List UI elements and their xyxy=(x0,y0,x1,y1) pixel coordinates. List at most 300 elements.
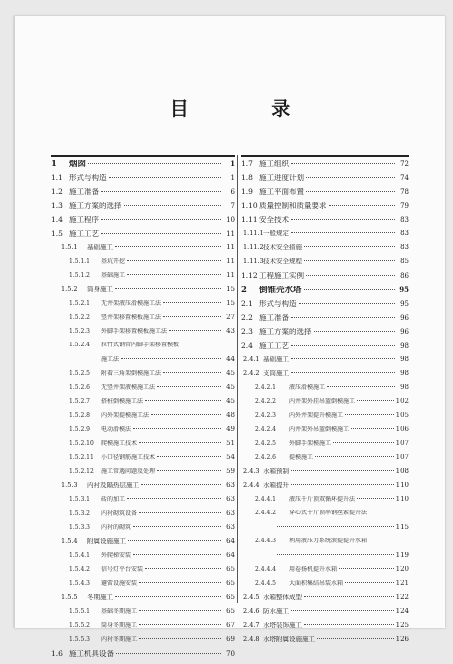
toc-leader-dots xyxy=(306,191,395,192)
toc-entry-title: 冬期施工 xyxy=(87,594,113,601)
toc-entry xyxy=(51,482,235,496)
toc-entry xyxy=(241,426,409,440)
toc-entry-number: 2.4.2.6 xyxy=(255,454,276,461)
toc-entry xyxy=(51,580,235,594)
toc-entry-number: 1.5.2.12 xyxy=(69,468,94,475)
toc-entry-number: 1.11.2 xyxy=(243,244,264,251)
toc-entry-number: 1.5.1.2 xyxy=(69,272,90,279)
toc-entry-number: 1.6 xyxy=(51,650,63,658)
toc-entry-title: 筒身冬期施工 xyxy=(101,622,138,629)
toc-entry-number: 1.11.3 xyxy=(243,258,264,265)
toc-entry xyxy=(51,412,235,426)
toc-entry xyxy=(241,538,409,552)
toc-entry xyxy=(241,188,409,202)
toc-entry-title: 水箱整体成型 xyxy=(263,594,302,601)
toc-entry-number: 1.5.5.1 xyxy=(69,608,90,615)
toc-leader-dots xyxy=(157,470,221,471)
toc-entry xyxy=(241,398,409,412)
toc-entry-page: 63 xyxy=(226,524,235,531)
toc-leader-dots xyxy=(304,596,394,597)
toc-entry-number: 1.5.4 xyxy=(61,538,78,545)
toc-entry xyxy=(51,300,235,314)
toc-entry-page: 69 xyxy=(226,636,235,643)
toc-entry-number: 1.5.4.1 xyxy=(69,552,90,559)
toc-entry-page: 11 xyxy=(226,244,235,251)
toc-leader-dots xyxy=(88,163,221,164)
toc-entry xyxy=(241,440,409,454)
toc-entry-page: 54 xyxy=(226,454,235,461)
toc-leader-dots xyxy=(101,219,221,220)
toc-entry-number: 1.7 xyxy=(241,160,253,168)
toc-entry xyxy=(241,524,409,538)
toc-entry-number: 1.11 xyxy=(241,216,258,224)
toc-entry-title: 施工法 xyxy=(101,356,120,363)
toc-entry-title: 水箱预制 xyxy=(263,468,289,475)
toc-entry xyxy=(51,314,235,328)
toc-entry-number: 1.5.1.1 xyxy=(69,258,90,265)
toc-leader-dots xyxy=(306,177,395,178)
toc-entry xyxy=(51,202,235,216)
toc-entry xyxy=(51,188,235,202)
toc-entry-page: 11 xyxy=(226,230,235,238)
toc-leader-dots xyxy=(163,372,221,373)
toc-entry-title: 内衬的砌筑 xyxy=(101,524,132,531)
toc-entry xyxy=(51,622,235,636)
toc-entry xyxy=(51,370,235,384)
toc-entry-number: 2.4.4.3 xyxy=(255,538,276,544)
toc-leader-dots xyxy=(304,246,395,247)
toc-leader-dots xyxy=(317,638,394,639)
toc-entry-title: 施工方案的选择 xyxy=(259,328,312,336)
toc-leader-dots xyxy=(314,331,396,332)
toc-leader-dots xyxy=(133,526,221,527)
toc-entry-title: 施工程序 xyxy=(69,216,99,224)
toc-leader-dots xyxy=(121,358,221,359)
toc-entry xyxy=(241,356,409,370)
toc-entry-number: 1.1 xyxy=(51,174,63,182)
toc-entry-page: 98 xyxy=(400,384,409,391)
toc-leader-dots xyxy=(127,274,221,275)
toc-entry-page: 11 xyxy=(226,258,235,265)
toc-entry-page: 59 xyxy=(226,468,235,475)
toc-entry xyxy=(51,496,235,510)
toc-entry-number: 2.3 xyxy=(241,328,253,336)
toc-entry-number: 1.2 xyxy=(51,188,63,196)
toc-entry-number: 1 xyxy=(51,160,57,169)
toc-leader-dots xyxy=(127,260,221,261)
toc-entry-title: 筒身施工 xyxy=(87,286,113,293)
toc-entry-number: 2.4.4 xyxy=(243,482,260,489)
toc-entry-title: 基础施工 xyxy=(87,244,113,251)
toc-entry-title: 拉竹式钢管内脚手架移置模板 xyxy=(101,342,180,348)
toc-entry-page: 83 xyxy=(400,216,409,224)
toc-entry-page: 64 xyxy=(226,552,235,559)
toc-entry xyxy=(241,384,409,398)
toc-entry-title: 施工机具设备 xyxy=(69,650,114,658)
toc-entry-page: 51 xyxy=(226,440,235,447)
toc-entry xyxy=(241,496,409,510)
toc-entry-number: 1.5.2 xyxy=(61,286,78,293)
toc-entry-page: 67 xyxy=(226,622,235,629)
toc-entry-title: 技术安全规程 xyxy=(263,258,302,265)
toc-entry xyxy=(51,174,235,188)
toc-entry-page: 27 xyxy=(226,314,235,321)
toc-leader-dots xyxy=(291,484,394,485)
toc-entry-title: 基础冬期施工 xyxy=(101,608,138,615)
toc-entry xyxy=(241,272,409,286)
toc-leader-dots xyxy=(163,302,221,303)
toc-entry-page: 70 xyxy=(226,650,235,658)
toc-entry-title: 外脚手架移置模板施工法 xyxy=(101,328,168,335)
toc-entry-page: 121 xyxy=(395,580,409,587)
toc-entry xyxy=(51,272,235,286)
toc-entry-page: 15 xyxy=(226,300,235,307)
toc-leader-dots xyxy=(101,191,221,192)
toc-entry-page: 107 xyxy=(395,440,409,447)
toc-entry xyxy=(51,524,235,538)
toc-entry xyxy=(51,398,235,412)
toc-entry xyxy=(241,566,409,580)
toc-entry-title: 水塔装饰施工 xyxy=(263,622,302,629)
toc-entry xyxy=(51,384,235,398)
toc-leader-dots xyxy=(157,386,221,387)
header-rule-left xyxy=(51,155,235,157)
column-divider xyxy=(237,155,238,603)
toc-leader-dots xyxy=(151,414,221,415)
toc-leader-dots xyxy=(139,582,221,583)
toc-leader-dots xyxy=(139,442,221,443)
toc-entry xyxy=(51,160,235,174)
toc-entry-page: 115 xyxy=(395,524,409,531)
toc-entry-title: 内衬砌筑设备 xyxy=(101,510,138,517)
toc-entry-number: 2.4.2.4 xyxy=(255,426,276,433)
toc-leader-dots xyxy=(115,596,221,597)
toc-entry-page: 108 xyxy=(395,468,409,475)
toc-leader-dots xyxy=(115,246,221,247)
toc-entry-number: 2.4.2 xyxy=(243,370,260,377)
toc-entry-title: 附属设施施工 xyxy=(87,538,126,545)
toc-entry-title: 施工工艺 xyxy=(69,230,99,238)
toc-entry-title: 内衬冬期施工 xyxy=(101,636,138,643)
toc-leader-dots xyxy=(327,386,395,387)
toc-entry xyxy=(51,342,235,356)
toc-entry xyxy=(51,552,235,566)
toc-leader-dots xyxy=(291,358,395,359)
toc-entry-number: 1.5.2.3 xyxy=(69,328,90,335)
toc-entry-number: 2.4.2.5 xyxy=(255,440,276,447)
toc-entry-title: 提模施工 xyxy=(289,454,314,461)
toc-entry-title: 内外架提模施工法 xyxy=(101,412,150,419)
toc-entry-page: 102 xyxy=(395,398,409,405)
toc-entry-number: 1.5.3.2 xyxy=(69,510,90,517)
toc-leader-dots xyxy=(351,428,394,429)
toc-entry xyxy=(241,370,409,384)
toc-entry-number: 1.5.2.8 xyxy=(69,412,90,419)
toc-entry-page: 105 xyxy=(395,412,409,419)
toc-leader-dots xyxy=(133,554,221,555)
toc-entry-number: 1.5.5 xyxy=(61,594,78,601)
toc-entry xyxy=(51,356,235,370)
toc-entry-title: 施工组织 xyxy=(259,160,289,168)
toc-entry-number: 1.5 xyxy=(51,230,63,238)
toc-entry xyxy=(51,426,235,440)
toc-leader-dots xyxy=(139,638,221,639)
toc-entry-page: 107 xyxy=(395,454,409,461)
toc-entry xyxy=(241,230,409,244)
toc-leader-dots xyxy=(333,442,394,443)
toc-entry xyxy=(241,328,409,342)
toc-entry-number: 1.11.1 xyxy=(243,230,264,237)
toc-entry-number: 1.5.2.7 xyxy=(69,398,90,405)
toc-entry-title: 基础施工 xyxy=(101,272,126,279)
toc-entry-number: 2.4 xyxy=(241,342,253,350)
toc-leader-dots xyxy=(304,289,395,290)
toc-leader-dots xyxy=(141,484,221,485)
toc-entry-title: 基坑开挖 xyxy=(101,258,126,265)
toc-entry-number: 1.5.3 xyxy=(61,482,78,489)
toc-entry-title: 内外井架提升模施工 xyxy=(289,412,344,419)
toc-entry-number: 2.4.6 xyxy=(243,608,260,615)
toc-entry xyxy=(51,650,235,664)
toc-entry-title: 基础施工 xyxy=(263,356,289,363)
toc-entry xyxy=(241,510,409,524)
toc-entry xyxy=(241,412,409,426)
toc-entry xyxy=(51,230,235,244)
toc-entry-number: 2.4.4.5 xyxy=(255,580,276,587)
toc-entry-number: 1.5.2.11 xyxy=(69,454,94,461)
toc-entry-number: 1.5.2.1 xyxy=(69,300,90,307)
toc-entry-page: 65 xyxy=(226,608,235,615)
toc-leader-dots xyxy=(139,512,221,513)
toc-entry xyxy=(241,468,409,482)
toc-entry-page: 44 xyxy=(226,356,235,363)
toc-leader-dots xyxy=(139,624,221,625)
toc-leader-dots xyxy=(157,456,221,457)
toc-leader-dots xyxy=(291,372,395,373)
toc-entry-page: 98 xyxy=(400,356,409,363)
toc-entry-title: 内井架外吊篮倒模施工 xyxy=(289,426,350,433)
toc-entry xyxy=(51,538,235,552)
toc-entry-title: 施工准备 xyxy=(259,314,289,322)
toc-leader-dots xyxy=(291,163,395,164)
toc-leader-dots xyxy=(357,400,394,401)
toc-entry-page: 65 xyxy=(226,566,235,573)
toc-entry-title: 无竖井架液模施工法 xyxy=(101,384,156,391)
toc-entry-number: 1.12 xyxy=(241,272,258,280)
toc-entry-number: 2.4.8 xyxy=(243,636,260,643)
toc-entry-title: 施工准备 xyxy=(69,188,99,196)
toc-entry-page: 95 xyxy=(399,286,409,294)
toc-entry xyxy=(241,636,409,650)
toc-entry xyxy=(241,202,409,216)
toc-entry-number: 2.4.4.2 xyxy=(255,510,276,516)
toc-entry-page: 78 xyxy=(400,188,409,196)
toc-leader-dots xyxy=(145,568,221,569)
toc-entry-page: 110 xyxy=(395,482,409,489)
toc-leader-dots xyxy=(128,540,221,541)
toc-entry-number: 1.5.5.2 xyxy=(69,622,90,629)
toc-entry xyxy=(241,174,409,188)
toc-entry xyxy=(241,454,409,468)
toc-entry-page: 122 xyxy=(395,594,409,601)
toc-entry-page: 106 xyxy=(395,426,409,433)
toc-leader-dots xyxy=(299,303,396,304)
toc-entry-title: 信号灯平台安装 xyxy=(101,566,144,573)
toc-entry xyxy=(241,244,409,258)
toc-entry xyxy=(241,314,409,328)
toc-leader-dots xyxy=(139,610,221,611)
toc-entry-page: 98 xyxy=(400,370,409,377)
toc-entry-page: 96 xyxy=(400,328,409,336)
toc-entry-page: 98 xyxy=(400,342,409,350)
toc-entry xyxy=(241,216,409,230)
toc-entry-number: 1.5.2.9 xyxy=(69,426,90,433)
toc-leader-dots xyxy=(329,205,396,206)
toc-entry-page: 124 xyxy=(395,608,409,615)
toc-leader-dots xyxy=(145,400,221,401)
toc-entry-number: 1.5.3.1 xyxy=(69,496,90,503)
toc-leader-dots xyxy=(277,526,394,527)
toc-leader-dots xyxy=(315,456,394,457)
toc-entry-number: 2.4.4.4 xyxy=(255,566,276,573)
toc-entry-number: 1.5.4.2 xyxy=(69,566,90,573)
toc-leader-dots xyxy=(304,624,394,625)
toc-entry-title: 形式与构造 xyxy=(69,174,107,182)
toc-leader-dots xyxy=(109,177,222,178)
toc-entry xyxy=(51,440,235,454)
toc-entry-page: 110 xyxy=(395,496,409,503)
toc-entry-page: 72 xyxy=(400,160,409,168)
toc-entry-number: 2.4.3 xyxy=(243,468,260,475)
toc-entry-title: 用卷扬机提升水箱 xyxy=(289,566,338,573)
toc-entry-title: 技术安全措施 xyxy=(263,244,302,251)
toc-entry-number: 1.8 xyxy=(241,174,253,182)
toc-entry-title: 防水施工 xyxy=(263,608,289,615)
toc-leader-dots xyxy=(339,568,394,569)
toc-entry-title: 大面积集结吊装水箱 xyxy=(289,580,344,587)
toc-entry xyxy=(241,594,409,608)
toc-entry xyxy=(241,342,409,356)
toc-entry-number: 1.4 xyxy=(51,216,63,224)
toc-entry-number: 1.5.2.2 xyxy=(69,314,90,321)
toc-entry-number: 2.4.5 xyxy=(243,594,260,601)
toc-entry xyxy=(241,622,409,636)
toc-entry-title: 倒锥壳水塔 xyxy=(259,286,302,295)
toc-leader-dots xyxy=(133,428,221,429)
toc-entry-number: 1.3 xyxy=(51,202,63,210)
toc-entry-page: 10 xyxy=(226,216,235,224)
toc-entry-page: 126 xyxy=(395,636,409,643)
toc-entry-number: 2.4.7 xyxy=(243,622,260,629)
toc-entry-title: 工程施工实例 xyxy=(259,272,304,280)
toc-entry-page: 85 xyxy=(400,258,409,265)
toc-entry-number: 1.5.5.3 xyxy=(69,636,90,643)
toc-leader-dots xyxy=(277,554,394,555)
toc-entry-number: 2.4.4.1 xyxy=(255,496,276,503)
toc-entry-title: 内衬及隔热层施工 xyxy=(87,482,139,489)
toc-leader-dots xyxy=(169,330,221,331)
toc-entry-title: 液压滑模施工 xyxy=(289,384,326,391)
toc-entry xyxy=(241,300,409,314)
toc-entry-title: 附着三角架倒模施工法 xyxy=(101,370,162,377)
toc-entry-title: 砖的加工 xyxy=(101,496,126,503)
toc-entry-page: 125 xyxy=(395,622,409,629)
toc-entry xyxy=(241,580,409,594)
toc-entry-title: 电动滑模法 xyxy=(101,426,132,433)
toc-entry-number: 1.5.3.3 xyxy=(69,524,90,531)
toc-entry-page: 45 xyxy=(226,370,235,377)
toc-entry xyxy=(51,566,235,580)
toc-entry-title: 小口径钢筋施工技术 xyxy=(101,454,156,461)
toc-entry-page: 45 xyxy=(226,384,235,391)
toc-entry-page: 95 xyxy=(400,300,409,308)
document-page xyxy=(14,16,445,658)
toc-entry xyxy=(241,608,409,622)
toc-entry-page: 119 xyxy=(395,552,409,559)
toc-leader-dots xyxy=(127,498,221,499)
toc-entry-title: 搭桩倒模施工法 xyxy=(101,398,144,405)
toc-entry xyxy=(51,258,235,272)
toc-leader-dots xyxy=(306,275,395,276)
toc-leader-dots xyxy=(291,610,394,611)
toc-leader-dots xyxy=(291,219,395,220)
toc-entry-title: 施工平面布置 xyxy=(259,188,304,196)
toc-entry xyxy=(51,244,235,258)
toc-entry xyxy=(51,608,235,622)
toc-entry-title: 形式与构造 xyxy=(259,300,297,308)
toc-entry-number: 2.1 xyxy=(241,300,253,308)
toc-leader-dots xyxy=(291,345,395,346)
toc-entry-title: 施工常遇问题及处理 xyxy=(101,468,156,475)
header-rule-right xyxy=(241,155,409,157)
toc-entry xyxy=(51,286,235,300)
toc-entry-page: 1 xyxy=(230,174,235,182)
toc-entry-title: 外脚手架模施工 xyxy=(289,440,332,447)
toc-entry xyxy=(241,160,409,174)
toc-entry xyxy=(241,552,409,566)
toc-entry-number: 2.4.2.3 xyxy=(255,412,276,419)
toc-entry-number: 1.9 xyxy=(241,188,253,196)
toc-leader-dots xyxy=(291,470,394,471)
toc-entry-number: 1.5.2.6 xyxy=(69,384,90,391)
toc-entry-number: 2.4.1 xyxy=(243,356,260,363)
toc-entry-title: 烟囱 xyxy=(69,160,87,169)
toc-entry xyxy=(51,510,235,524)
toc-entry xyxy=(241,258,409,272)
toc-entry-title: 外爬梯安装 xyxy=(101,552,132,559)
toc-entry xyxy=(241,482,409,496)
toc-entry-page: 63 xyxy=(226,496,235,503)
toc-entry-title: 内井架外挂吊篮倒模施工 xyxy=(289,398,356,405)
toc-entry xyxy=(51,454,235,468)
toc-entry-title: 爬模施工技术 xyxy=(101,440,138,447)
toc-entry-page: 86 xyxy=(400,272,409,280)
toc-entry-title: 避雷设施安装 xyxy=(101,580,138,587)
toc-entry-page: 15 xyxy=(226,286,235,293)
toc-entry-page: 64 xyxy=(226,538,235,545)
toc-entry-title: 水箱提升 xyxy=(263,482,289,489)
toc-leader-dots xyxy=(291,317,395,318)
toc-entry-title: 施工工艺 xyxy=(259,342,289,350)
toc-entry-number: 1.5.1 xyxy=(61,244,78,251)
toc-entry-number: 2.2 xyxy=(241,314,253,322)
toc-entry-page: 96 xyxy=(400,314,409,322)
toc-entry-title: 支筒施工 xyxy=(263,370,289,377)
toc-entry-title: 施工进度计划 xyxy=(259,174,304,182)
toc-entry-number: 1.5.4.3 xyxy=(69,580,90,587)
toc-entry xyxy=(241,286,409,300)
toc-entry-number: 1.5.2.4 xyxy=(69,342,90,348)
